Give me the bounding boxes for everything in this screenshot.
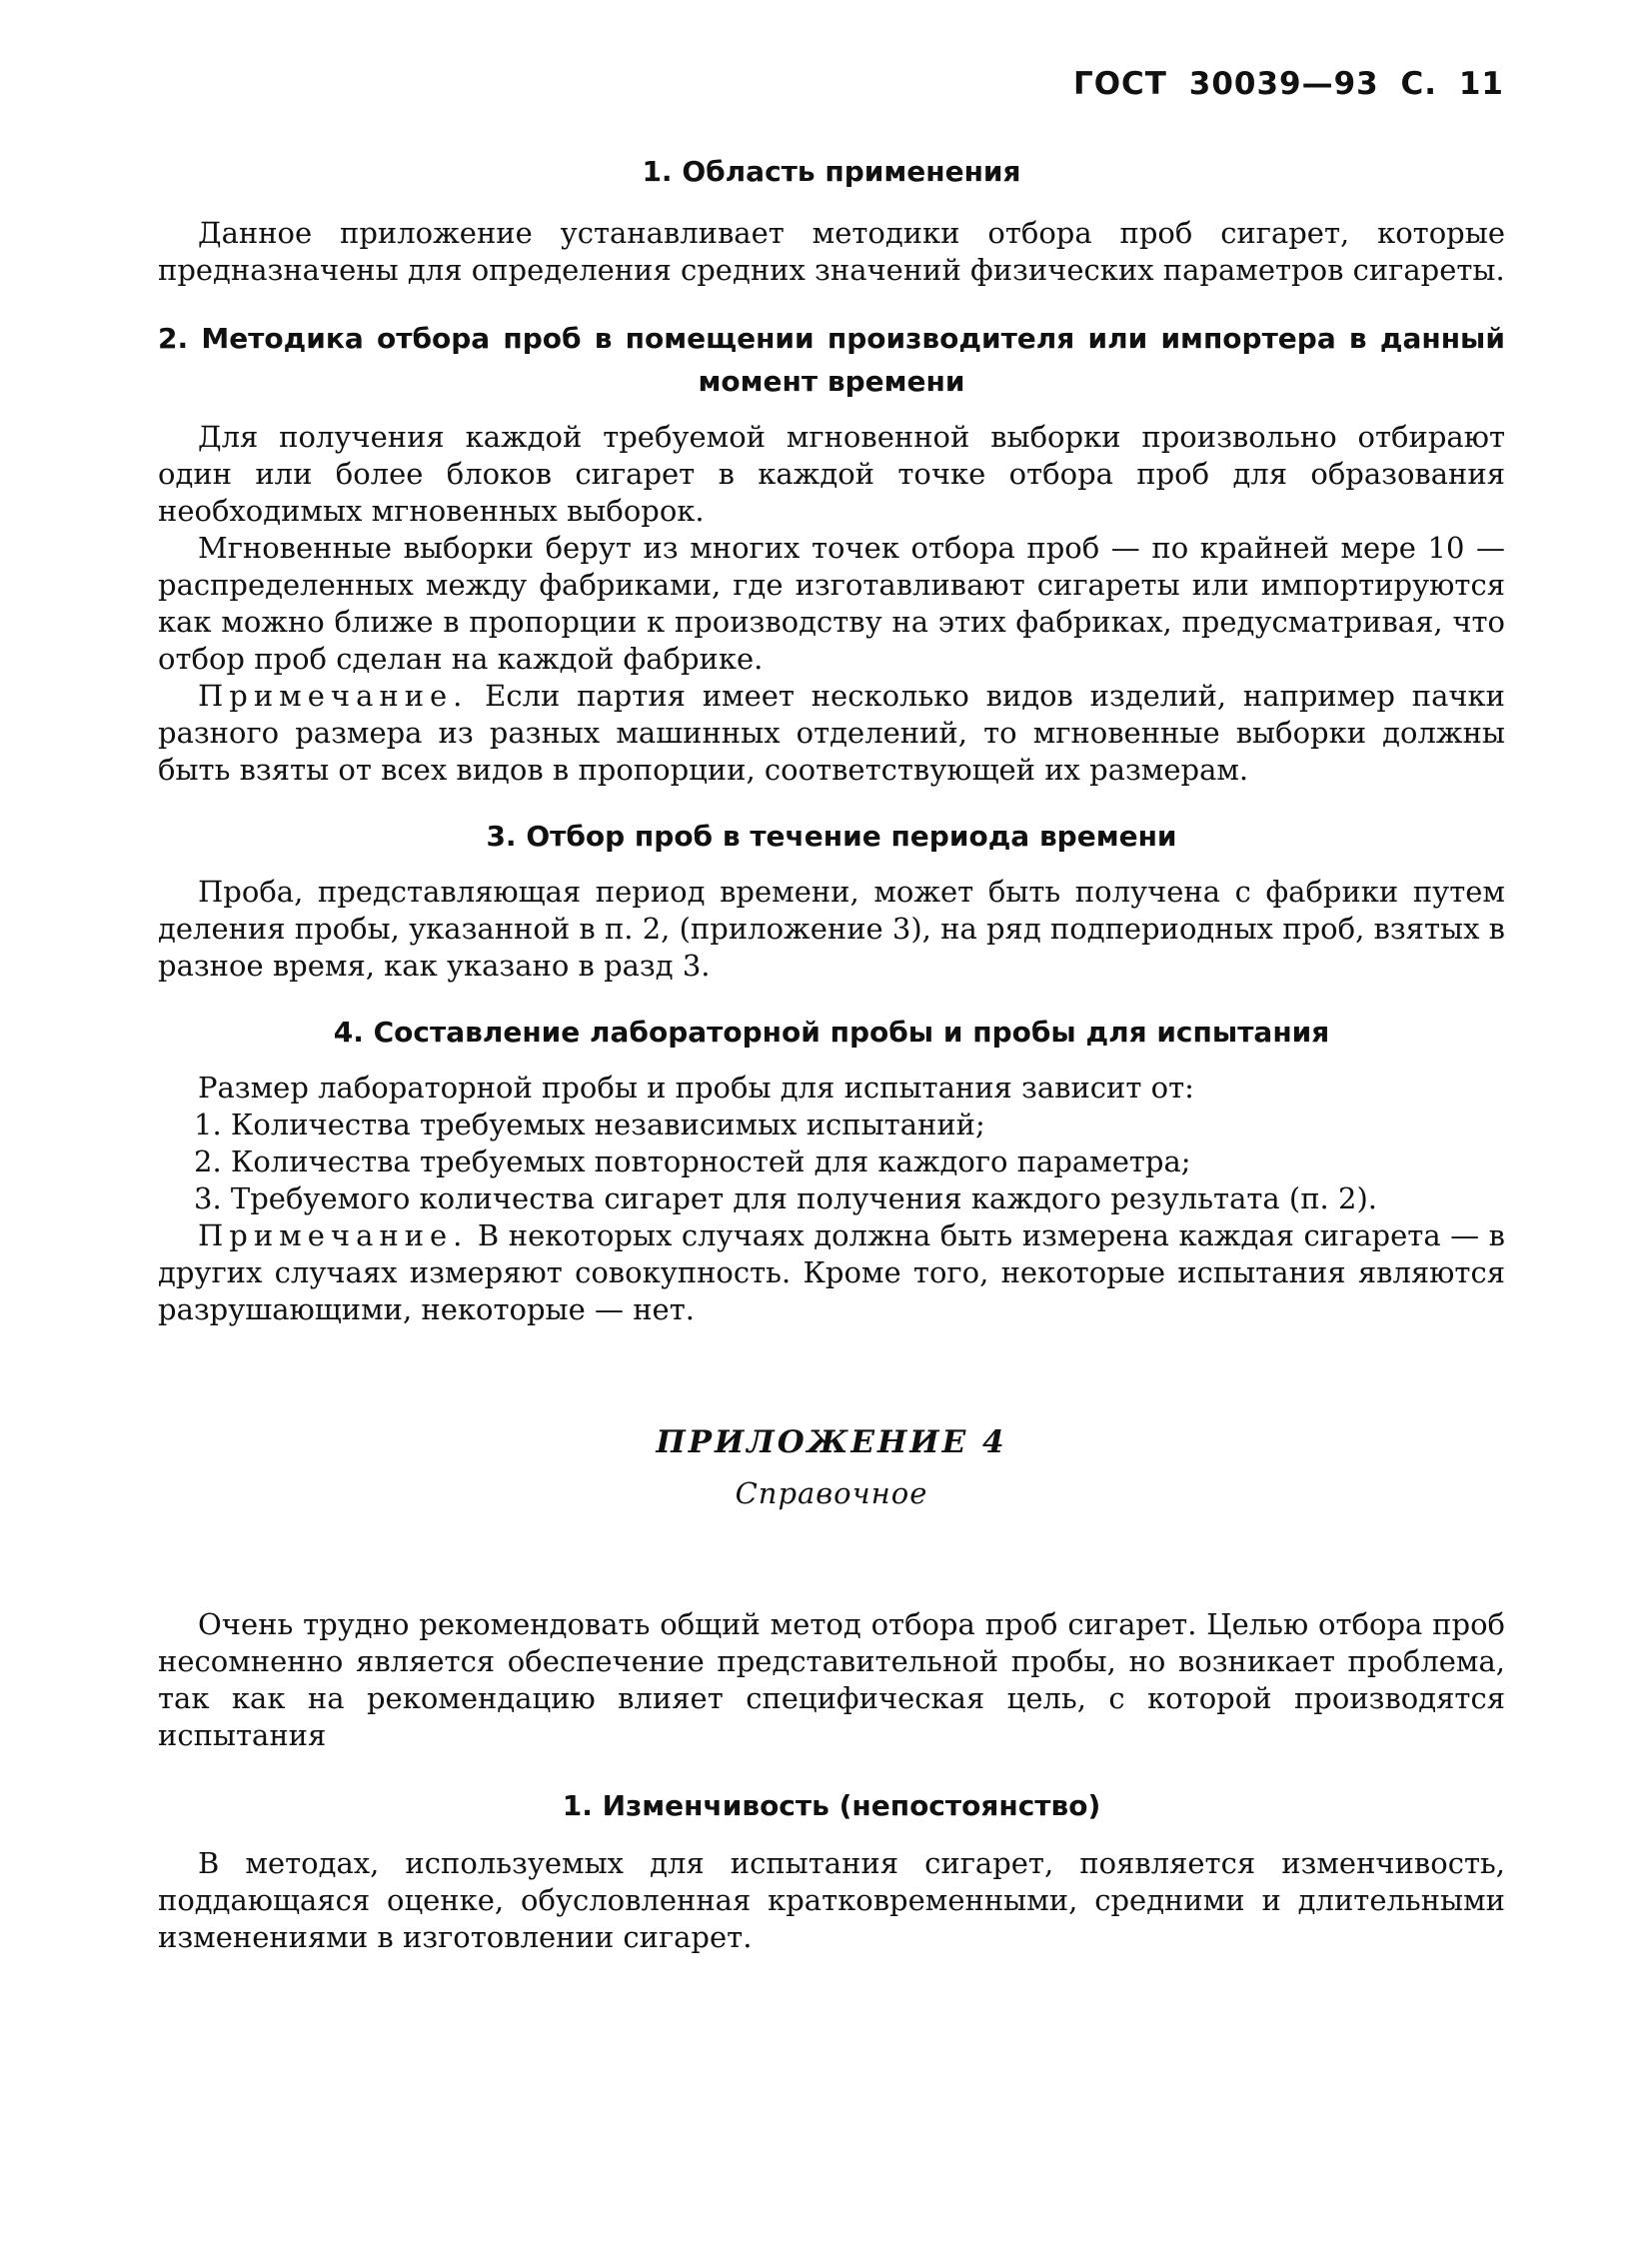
appendix-4-section-1-title: 1. Изменчивость (непостоянство): [562, 1789, 1101, 1822]
section-4-list: [158, 1107, 1505, 1217]
document-body: [158, 150, 1505, 1956]
appendix-4-intro: Очень трудно рекомендовать общий метод отбора проб сигарет. Целью отбора проб несомненно является обеспечение представительной пробы, но возникает проблема, так как на рекомендацию влияет специфическая цель, с которой производятся испытания: [158, 1607, 1505, 1752]
section-4-note-text: В некоторых случаях должна быть измерена каждая сигарета — в других случаях измеряют совокупность. Кроме того, некоторые испытания являются разрушающими, некоторые — нет.: [158, 1218, 1505, 1326]
appendix-4-title: ПРИЛОЖЕНИЕ 4: [656, 1424, 1007, 1460]
appendix-4-subtitle: Справочное: [735, 1476, 928, 1510]
list-item: 2. Количества требуемых повторностей для каждого параметра;: [194, 1144, 1191, 1178]
section-2-note: [158, 678, 1505, 789]
section-2-paragraph-1: Для получения каждой требуемой мгновенной выборки произвольно отбирают один или более блоков сигарет в каждой точке отбора проб для образования необходимых мгновенных выборок.: [158, 420, 1505, 528]
list-item: 3. Требуемого количества сигарет для получения каждого результата (п. 2).: [194, 1181, 1377, 1215]
section-1-title: 1. Область применения: [642, 155, 1021, 188]
section-2-paragraph-2: Мгновенные выборки берут из многих точек отбора проб — по крайней мере 10 — распределенных между фабриками, где изготавливают сигареты или импортируются как можно ближе в пропорции к производству на этих фабриках, предусматривая, что отбор проб сделан на каждой фабрике.: [158, 531, 1505, 676]
appendix-4-section-1-paragraph: В методах, используемых для испытания сигарет, появляется изменчивость, поддающаяся оценке, обусловленная кратковременными, средними и длительными изменениями в изготовлении сигарет.: [158, 1846, 1505, 1954]
section-1-paragraph: Данное приложение устанавливает методики отбора проб сигарет, которые предназначены для определения средних значений физических параметров сигареты.: [158, 216, 1505, 287]
section-2-note-label: Примечание.: [198, 679, 469, 713]
list-item: 1. Количества требуемых независимых испытаний;: [194, 1108, 985, 1141]
section-2-note-text: Если партия имеет несколько видов изделий, например пачки разного размера из разных машинных отделений, то мгновенные выборки должны быть взяты от всех видов в пропорции, соответствующей их размерам.: [158, 679, 1505, 787]
section-4-intro: Размер лабораторной пробы и пробы для испытания зависит от:: [198, 1071, 1194, 1105]
section-3-title: 3. Отбор проб в течение периода времени: [486, 820, 1177, 853]
section-2-title: 2. Методика отбора проб в помещении производителя или импортера в данный момент времени: [158, 322, 1505, 398]
section-4-title: 4. Составление лабораторной пробы и пробы для испытания: [333, 1016, 1330, 1049]
section-3-paragraph: Проба, представляющая период времени, может быть получена с фабрики путем деления пробы, указанной в п. 2, (приложение 3), на ряд подпериодных проб, взятых в разное время, как указано в разд 3.: [158, 875, 1505, 983]
section-4-note-label: Примечание.: [198, 1218, 469, 1252]
section-4-note: [158, 1217, 1505, 1328]
page-header-doc-ref: ГОСТ 30039—93 С. 11: [1072, 66, 1504, 102]
